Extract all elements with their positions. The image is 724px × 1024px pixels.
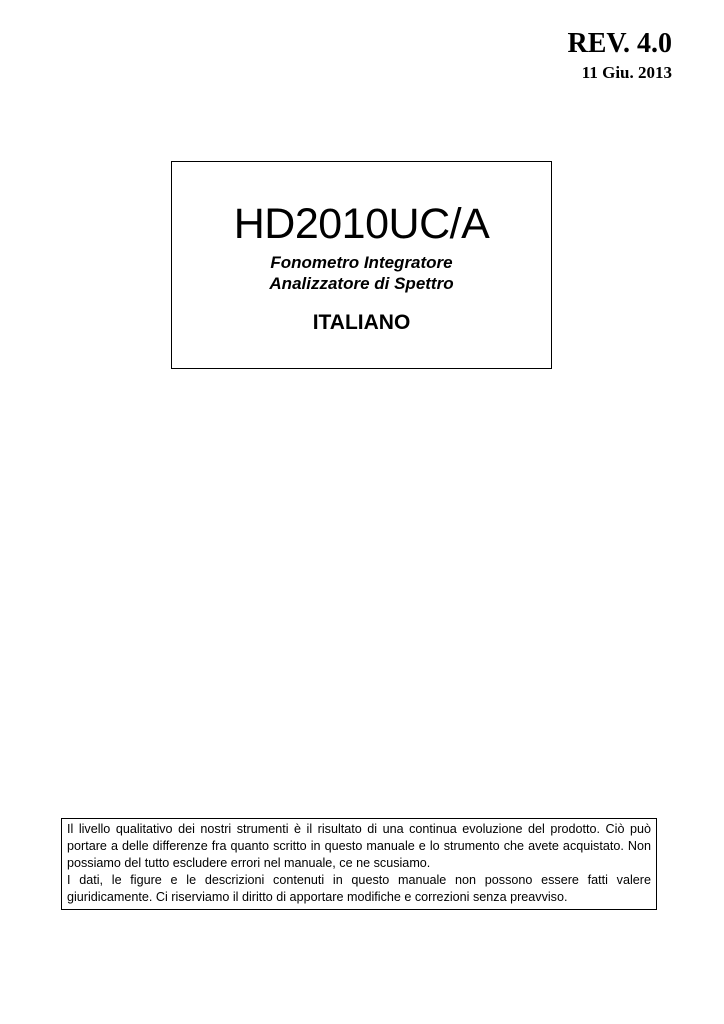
revision-date: 11 Giu. 2013 [581, 63, 672, 82]
language-label: ITALIANO [312, 311, 411, 334]
disclaimer-paragraph-2: I dati, le figure e le descrizioni contenuti in questo manuale non possono essere fatti valere giuridicamente. Ci riserviamo il diritto di apportare modifiche e correzioni senza preavviso. [67, 873, 651, 904]
subtitle-line-1: Fonometro Integratore [270, 253, 453, 272]
title-box [171, 161, 552, 369]
revision-block [567, 28, 672, 84]
subtitle-line-2: Analizzatore di Spettro [269, 274, 454, 293]
model-title: HD2010UC/A [233, 200, 490, 248]
disclaimer-paragraph-1: Il livello qualitativo dei nostri strumenti è il risultato di una continua evoluzione del prodotto. Ciò può portare a delle differenze fra quanto scritto in questo manuale e lo strumento che avete acquistato. Non possiamo del tutto escludere errori nel manuale, ce ne scusiamo. [67, 822, 651, 870]
revision-number: REV. 4.0 [567, 28, 672, 59]
disclaimer-box [61, 818, 657, 910]
